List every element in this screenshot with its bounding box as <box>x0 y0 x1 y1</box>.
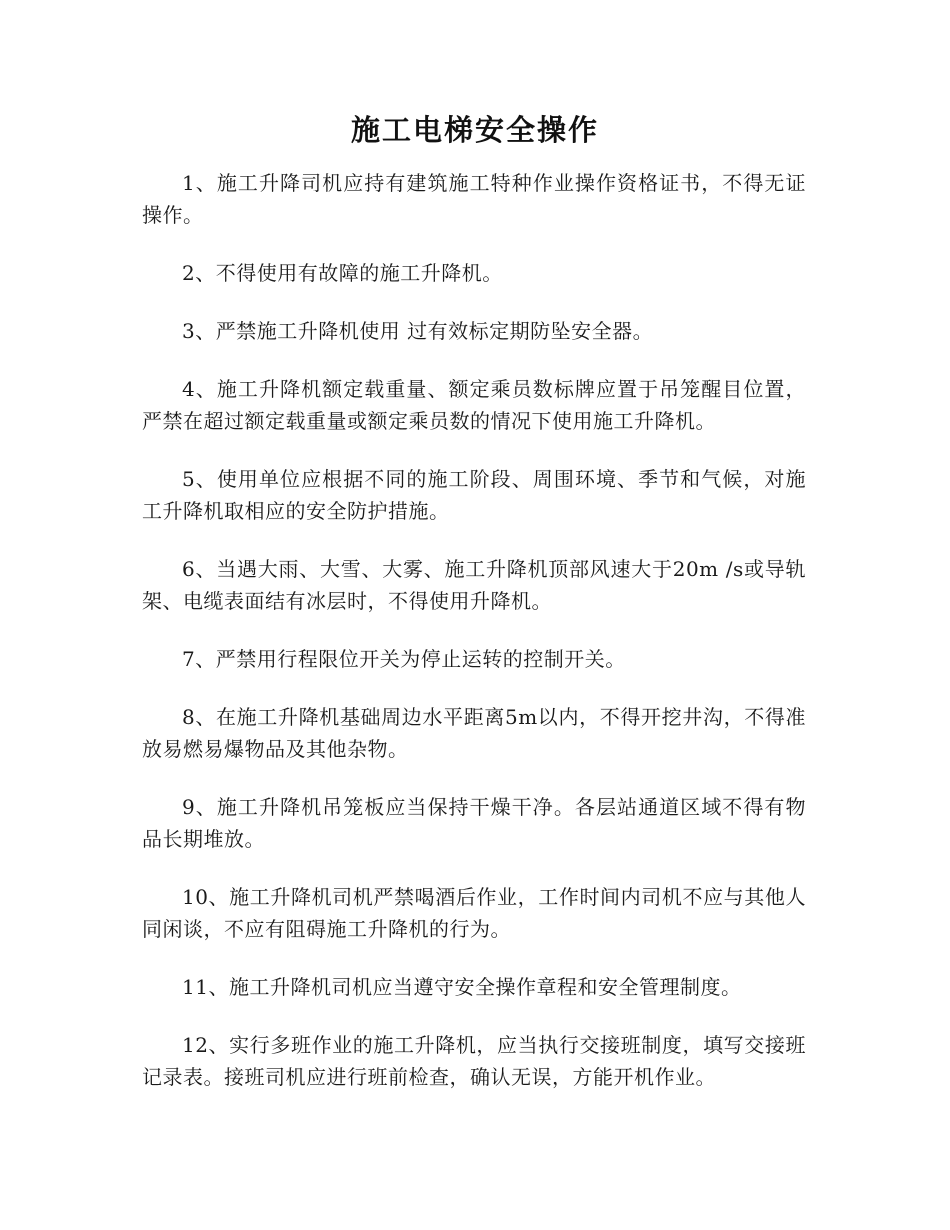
paragraph-4: 4、施工升降机额定载重量、额定乘员数标牌应置于吊笼醒目位置，严禁在超过额定载重量或额定乘员数的情况下使用施工升降机。 <box>142 377 806 433</box>
paragraph-3: 3、严禁施工升降机使用 过有效标定期防坠安全器。 <box>182 319 654 343</box>
paragraph-2: 2、不得使用有故障的施工升降机。 <box>182 261 503 285</box>
paragraph-6: 6、当遇大雨、大雪、大雾、施工升降机顶部风速大于20m /s或导轨架、电缆表面结有冰层时，不得使用升降机。 <box>142 557 806 613</box>
paragraph-1: 1、施工升降司机应持有建筑施工特种作业操作资格证书，不得无证操作。 <box>142 171 806 227</box>
paragraph-7: 7、严禁用行程限位开关为停止运转的控制开关。 <box>182 647 626 671</box>
paragraph-8: 8、在施工升降机基础周边水平距离5m以内，不得开挖井沟，不得准放易燃易爆物品及其他杂物。 <box>142 705 806 761</box>
paragraph-10: 10、施工升降机司机严禁喝酒后作业，工作时间内司机不应与其他人同闲谈，不应有阻碍施工升降机的行为。 <box>142 885 806 941</box>
document-body <box>142 167 806 1119</box>
paragraph-9: 9、施工升降机吊笼板应当保持干燥干净。各层站通道区域不得有物品长期堆放。 <box>142 795 806 851</box>
document-title: 施工电梯安全操作 <box>350 113 599 147</box>
paragraph-11: 11、施工升降机司机应当遵守安全操作章程和安全管理制度。 <box>182 975 742 999</box>
paragraph-12: 12、实行多班作业的施工升降机，应当执行交接班制度，填写交接班记录表。接班司机应进行班前检查，确认无误，方能开机作业。 <box>142 1033 806 1089</box>
paragraph-5: 5、使用单位应根据不同的施工阶段、周围环境、季节和气候，对施工升降机取相应的安全防护措施。 <box>142 467 806 523</box>
